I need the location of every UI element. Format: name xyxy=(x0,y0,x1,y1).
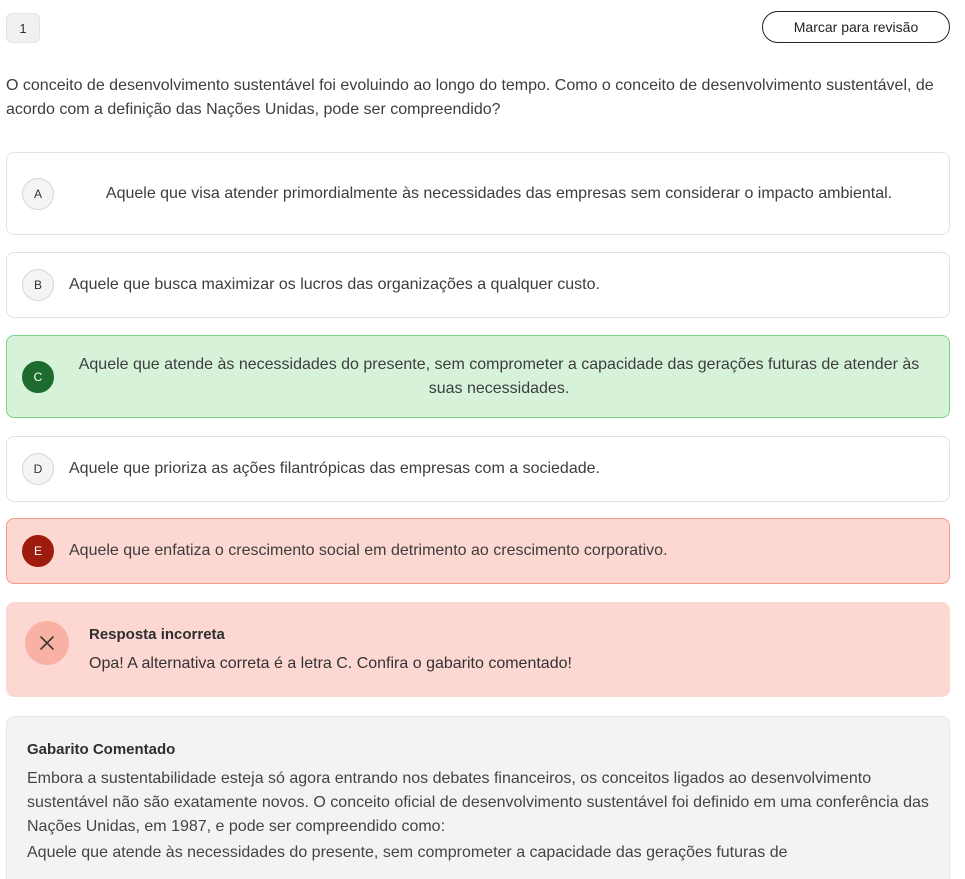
commentary-title: Gabarito Comentado xyxy=(27,741,176,758)
answer-commentary xyxy=(6,716,950,879)
option-text: Aquele que atende às necessidades do presente, sem comprometer a capacidade das gerações futuras de atender às suas necessidades. xyxy=(78,355,920,397)
commentary-body: Embora a sustentabilidade esteja só agora entrando nos debates financeiros, os conceitos ligados ao desenvolvimento sustentável não são exatamente novos. O conceito oficial de desenvolvimento sustentável foi definido em uma conferência das Nações Unidas, em 1987, e pode ser compreendido como: xyxy=(27,770,929,835)
option-text: Aquele que visa atender primordialmente às necessidades das empresas sem considerar o impacto ambiental. xyxy=(105,184,893,202)
option-c[interactable] xyxy=(6,335,950,418)
option-text: Aquele que prioriza as ações filantrópicas das empresas com a sociedade. xyxy=(69,460,600,477)
option-letter-badge: B xyxy=(22,269,54,301)
option-b[interactable] xyxy=(6,252,950,318)
close-icon xyxy=(25,621,69,665)
feedback-message: Opa! A alternativa correta é a letra C. Confira o gabarito comentado! xyxy=(89,655,572,672)
commentary-answer: Aquele que atende às necessidades do presente, sem comprometer a capacidade das gerações futuras de xyxy=(27,844,788,861)
question-number-badge: 1 xyxy=(6,13,40,43)
option-a[interactable] xyxy=(6,152,950,235)
mark-for-review-button[interactable]: Marcar para revisão xyxy=(762,11,950,43)
option-e[interactable] xyxy=(6,518,950,584)
option-d[interactable] xyxy=(6,436,950,502)
option-letter-badge: E xyxy=(22,535,54,567)
feedback-banner xyxy=(6,602,950,697)
option-letter-badge: C xyxy=(22,361,54,393)
option-text: Aquele que enfatiza o crescimento social em detrimento ao crescimento corporativo. xyxy=(69,542,668,559)
option-letter-badge: D xyxy=(22,453,54,485)
option-text: Aquele que busca maximizar os lucros das organizações a qualquer custo. xyxy=(69,276,600,293)
feedback-title: Resposta incorreta xyxy=(89,626,225,643)
question-text: O conceito de desenvolvimento sustentável foi evoluindo ao longo do tempo. Como o conceito de desenvolvimento sustentável, de acordo com a definição das Nações Unidas, pode ser compreendido? xyxy=(6,77,934,118)
option-letter-badge: A xyxy=(22,178,54,210)
